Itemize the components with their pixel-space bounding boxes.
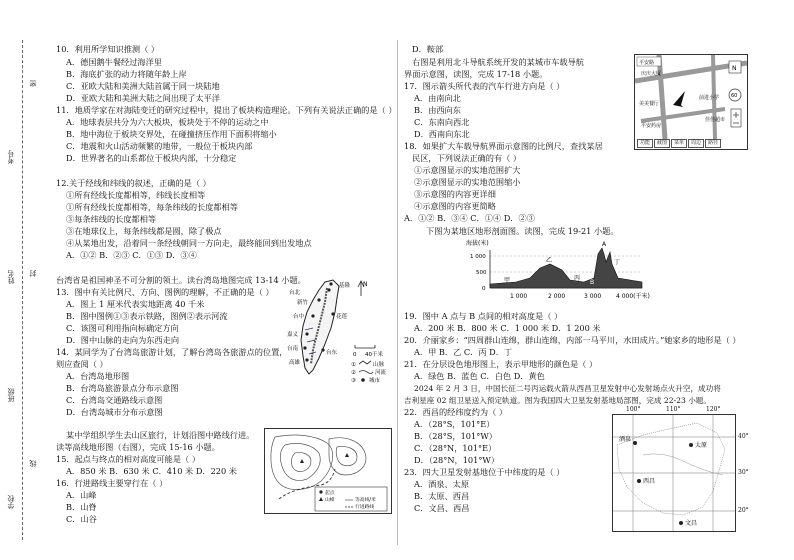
lon-110: 110° (666, 406, 681, 413)
question-10: 10．利用所学知识推测（ ） (56, 44, 160, 54)
nav-button-menu[interactable]: 菜单 (671, 139, 687, 148)
q18-options: A．①② B．③④ C．①④ D．②③ (404, 213, 535, 223)
place-qingqing-building: 庆庆大厦 (641, 71, 662, 77)
scale-zero: 0 (353, 352, 357, 358)
q10-option-d: D．亚欧大陆和美洲大陆之间出现了太平洋 (66, 93, 220, 103)
question-13: 13．图中有关比例尺、方向、图例的理解，不正确的是（ ） (56, 287, 274, 297)
legend-river: 河流 (375, 370, 387, 376)
place-meimei-restaurant: 美美餐厅 (639, 101, 660, 107)
binding-label-school: 学校 (7, 495, 15, 509)
launch-site-map (612, 414, 736, 532)
q10-option-c: C．亚欧大陆和美洲大陆首属于同一块陆地 (66, 81, 220, 91)
place-qianjin-school: 前进小学 (699, 95, 720, 101)
q18-statement-1: ①示意图显示的实地范围扩大 (414, 165, 521, 175)
legend-contour: 等高线/米 (355, 498, 376, 503)
q16-option-d: D．鞍部 (412, 44, 444, 54)
profile-ytick-0: 0 (482, 286, 486, 292)
peak-icon (300, 459, 304, 463)
q14-option-c: C．台湾岛交通路线示意图 (66, 395, 163, 405)
question-12: 12.关于经线和纬线的叙述，正确的是（ ） (56, 178, 211, 188)
q14-option-b: B．台湾岛旅游景点分布示意图 (66, 383, 179, 393)
city-taitung: 台东 (326, 350, 338, 356)
question-19: 19．图中 A 点与 B 点间的相对高度是（ ） (404, 311, 563, 321)
q21-options: A．绿色 B．蓝色 C．白色 D．黄色 (414, 371, 545, 381)
q18-statement-2: ②示意图显示的实地范围缩小 (414, 177, 521, 187)
question-23: 23．四大卫星发射基地位于中纬度的是（ ） (404, 467, 565, 477)
q10-option-b: B．海底扩张的动力将随年龄上岸 (66, 69, 187, 79)
binding-strip (0, 0, 44, 560)
question-11: 11．地质学家在对海陆变迁的研究过程中，提出了板块构造理论。下列有关说法正确的是（ ） (56, 105, 397, 115)
q16-option-c: C．山谷 (66, 514, 97, 524)
mountain-legend-icon (359, 361, 371, 364)
site-xichang-icon (637, 479, 641, 483)
q17-option-b: B．由西向东 (414, 105, 461, 115)
q17-option-d: D．西南向东北 (414, 129, 470, 139)
legend-city: 城市 (369, 378, 381, 384)
nav-button-bar (637, 139, 721, 148)
question-15: 15．起点与终点的相对高度可能是（ ） (56, 454, 201, 464)
site-taiyuan: 太原 (695, 442, 708, 449)
legend-start: 起点 (325, 491, 335, 496)
q22-option-b: B．（28°S，101°W） (414, 431, 497, 441)
lon-120: 120° (706, 406, 721, 413)
profile-ytick-500: 500 (476, 270, 487, 276)
profile-terrain (490, 248, 642, 288)
q22-option-d: D．（28°N，101°W） (414, 455, 500, 465)
place-pingan-pharmacy: 平安药房 (641, 123, 662, 129)
terrain-profile (466, 238, 678, 304)
site-jiuquan-icon (633, 441, 637, 445)
profile-region-bing: 丙 (574, 275, 581, 282)
profile-region-ding: 丁 (614, 259, 621, 266)
city-hsinchu: 新竹 (297, 300, 309, 306)
profile-ytick-1000: 1 000 (470, 254, 486, 260)
lat-20: 20° (738, 507, 749, 514)
q11-option-b: B．地中海位于板块交界处，在碰撞挤压作用下面积将缩小 (66, 129, 277, 139)
intro-17-18-cont: 界面示意图，读图，完成 17-18 小题。 (404, 69, 548, 79)
q16-option-b: B．山脊 (66, 502, 97, 512)
city-kaohsiung: 高雄 (289, 360, 301, 366)
legend-mark-1: ① (351, 362, 356, 368)
start-legend-icon (319, 490, 322, 493)
site-wenchang: 文昌 (685, 520, 698, 527)
compass-north: N (732, 65, 737, 72)
binding-label-feng: 封 (29, 270, 37, 277)
north-label: N (363, 281, 368, 288)
site-wenchang-icon (679, 521, 683, 525)
profile-point-b: B (590, 279, 595, 286)
lat-40: 40° (738, 433, 749, 440)
intro-15-16: 某中学组织学生去山区旅行，计划沿图中路线行进。 (66, 430, 255, 440)
q15-options: A．850 米 B．630 米 C．410 米 D．220 米 (66, 466, 237, 476)
q12-statement-5: ④从某地出发，沿着同一条经线朝同一方向走，最终能回到出发地点 (66, 238, 312, 248)
q13-option-a: A．图上 1 厘米代表实地距离 40 千米 (66, 299, 205, 309)
intro-13-14: 台湾省是祖国神圣不可分割的领土。读台湾岛地图完成 13-14 小题。 (56, 275, 306, 285)
q12-statement-4: ③在地球仪上，每条纬线都是圆，除了极点 (66, 226, 222, 236)
contour-map (264, 428, 392, 514)
q17-option-c: C．东南向西北 (414, 117, 470, 127)
question-18: 18．如果扩大车载导航界面示意图的比例尺，查找某居 (404, 141, 603, 151)
city-keelung: 基隆 (339, 283, 351, 289)
city-legend-icon (361, 378, 365, 382)
question-16: 16．行进路线主要穿行在（ ） (56, 478, 168, 488)
q22-option-a: A．（28°S，101°E） (414, 419, 495, 429)
city-hualien: 花莲 (336, 314, 348, 320)
scale-label: 40千米 (365, 352, 383, 358)
city-tainan: 台南 (287, 346, 299, 352)
question-21: 21．在分层设色地形图上，表示甲地形的颜色是（ ） (404, 359, 598, 369)
column-divider (397, 40, 398, 545)
profile-region-jia: 甲 (504, 277, 511, 284)
city-taipei: 台北 (289, 290, 301, 296)
q23-option-c: C．文昌、西昌 (414, 503, 470, 513)
profile-ylabel: 海拔(米) (466, 240, 489, 247)
intro-15-16-cont: 读等高线地形图（右图），完成 15-16 小题。 (56, 442, 220, 452)
binding-label-name: 姓名 (7, 270, 15, 284)
q12-statement-2: ①所有经线长度都相等，每条纬线的长度都相等 (66, 202, 238, 212)
q19-options: A．200 米 B．800 米 C．1 000 米 D．1 200 米 (414, 323, 601, 333)
q22-option-c: C．（28°N，101°E） (414, 443, 497, 453)
question-14-cont: 则应查阅（ ） (56, 359, 108, 369)
site-jiuquan: 酒泉 (619, 436, 632, 443)
legend-peak: 山峰 (325, 498, 335, 503)
lat-30: 30° (738, 469, 749, 476)
binding-label-number: 考号 (7, 150, 15, 164)
q12-options: A．①② B．②③ C．①③ D．③④ (66, 250, 197, 260)
q23-option-b: B．太原、西昌 (414, 491, 470, 501)
legend-mark-3: ③ (351, 378, 356, 384)
binding-label-class: 班级 (7, 388, 15, 402)
intro-22-23-cont: 吉利星座 02 组卫星送入预定轨道。图为我国四大卫星发射基地局部图，完成 22-23 小题。 (404, 396, 711, 405)
nav-button-screenshot[interactable]: 截图 (654, 139, 670, 148)
city-taichung: 台中 (293, 314, 305, 320)
q13-option-d: D．图中山脉的走向为东西走向 (66, 335, 180, 345)
profile-xtick-4000: 4 000(千米) (616, 293, 650, 300)
profile-xtick-3000: 3 000 (584, 293, 602, 300)
place-jiajia-supermarket: 佳佳超市 (705, 117, 726, 123)
q13-option-c: C．该图可利用指向标确定方向 (66, 323, 179, 333)
intro-19-21: 下图为某地区地形剖面图。读图，完成 19-21 小题。 (426, 226, 619, 236)
profile-point-a: A (602, 241, 607, 248)
q18-statement-3: ③示意图的内容更详细 (414, 189, 496, 199)
q10-option-a: A．德国鹅牛餐经过海洋里 (66, 57, 162, 67)
binding-line (22, 40, 23, 540)
q20-options: A．甲 B．乙 C．丙 D．丁 (414, 347, 513, 357)
speed-limit: 60 (731, 93, 738, 99)
taiwan-map (283, 278, 391, 384)
q17-option-a: A．由南向北 (414, 93, 461, 103)
question-22: 22．西昌的经纬度约为（ ） (404, 407, 508, 417)
place-pingan-road: 平安路 (639, 60, 655, 66)
river-legend-icon (359, 371, 373, 374)
q14-option-d: D．台湾岛城市分布示意图 (66, 407, 163, 417)
binding-label-xian: 线 (29, 460, 37, 467)
binding-label-mi: 密 (29, 80, 37, 87)
legend-mark-2: ② (351, 370, 356, 376)
profile-xtick-1000: 1 000 (510, 293, 528, 300)
city-chiayi: 嘉义 (287, 332, 299, 338)
intro-22-23: 2024 年 2 月 3 日，中国长征二号丙运载火箭从西昌卫星发射中心发射场点火升空，成功将 (414, 384, 721, 393)
nav-button-nearby[interactable]: 周边 (688, 139, 704, 148)
nav-map (634, 54, 748, 150)
q23-option-a: A．酒泉、太原 (414, 479, 470, 489)
legend-route: 行进路线 (355, 505, 375, 510)
legend-mountain: 山脉 (373, 362, 385, 368)
q12-statement-1: ①所有经线长度都相等，纬线长度相等 (66, 190, 206, 200)
q12-statement-3: ③每条纬线的长度都相等 (66, 214, 157, 224)
peak-icon-2 (345, 453, 349, 457)
q13-option-b: B．图中图例①③表示铁路，图例②表示河流 (66, 311, 228, 321)
site-xichang: 西昌 (643, 478, 656, 485)
q14-option-a: A．台湾岛地形图 (66, 371, 130, 381)
q18-statement-4: ④示意图的内容更简略 (414, 201, 496, 211)
q11-option-a: A．地球表层共分为六大板块，板块处于不停的运动之中 (66, 117, 269, 127)
nav-button-function[interactable]: 功能 (637, 139, 653, 148)
question-14: 14．某同学为了台湾岛旅游计划，了解台湾岛各旅游点的位置， (56, 347, 288, 357)
intro-17-18: 右图是利用北斗导航系统开发的某城市车载导航 (412, 57, 584, 67)
direction-arrow-icon (673, 91, 685, 107)
lon-100: 100° (626, 406, 641, 413)
q11-option-c: C．地震和火山活动频繁的地带，一般位于板块内部 (66, 141, 253, 151)
site-taiyuan-icon (689, 443, 693, 447)
q16-option-a: A．山峰 (66, 490, 97, 500)
question-20: 20．介丽家乡：“四周群山连绵，群山连绵，内部一马平川，水田成片。”她家乡的地形是（ ） (404, 335, 741, 345)
profile-xtick-2000: 2 000 (548, 293, 566, 300)
question-18-cont: 民区，下列说法正确的有（ ） (412, 153, 522, 163)
q11-option-d: D．世界著名的山系都位于板块内部，十分稳定 (66, 153, 237, 163)
profile-region-yi: 乙 (546, 257, 553, 264)
question-17: 17．图示箭头所代表的汽车行进方向是（ ） (404, 81, 565, 91)
nav-button-route[interactable]: 路径 (705, 139, 721, 148)
